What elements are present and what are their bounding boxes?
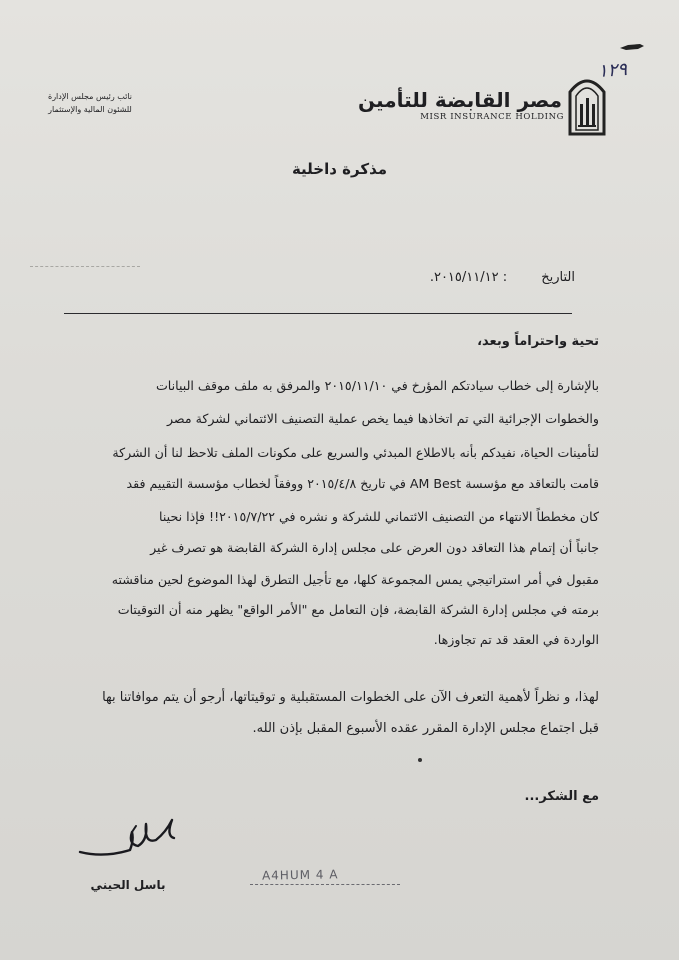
handwritten-number: ١٢٩ — [597, 59, 628, 82]
company-name-arabic: مصر القابضة للتأمين — [358, 88, 562, 112]
stamp-line — [250, 884, 400, 885]
body-line: لتأمينات الحياة، نفيدكم بأنه بالاطلاع المبدئي والسريع على مكونات الملف تلاحظ لنا أن الشركة — [112, 445, 599, 460]
signature-icon — [74, 810, 184, 870]
thanks-line: مع الشكر... — [524, 789, 599, 804]
company-logo — [358, 66, 608, 146]
faint-divider — [30, 266, 140, 267]
header-rule — [64, 313, 572, 314]
body-line: كان مخططاً الانتهاء من التصنيف الائتماني للشركة و نشره في ٢٠١٥/٧/٢٢!! فإذا نحينا — [159, 509, 599, 524]
closing-line: لهذا، و نظراً لأهمية التعرف الآن على الخطوات المستقبلية و توقيتاتها، أرجو أن يتم موافاتنا بها — [102, 690, 599, 705]
handwritten-mark-icon — [618, 40, 646, 54]
body-line: مقبول في أمر استراتيجي يمس المجموعة كلها، مع تأجيل التطرق لهذا الموضوع لحين مناقشته — [111, 572, 599, 587]
dot-mark — [418, 758, 422, 762]
company-name-english: MISR INSURANCE HOLDING — [420, 112, 564, 122]
signer-name: باسل الحيني — [90, 878, 166, 892]
memo-title: مذكرة داخلية — [291, 160, 388, 178]
sender-title — [20, 90, 160, 116]
body-line: برمته في مجلس إدارة الشركة القابضة، فإن التعامل مع "الأمر الواقع" يظهر منه أن التوقيتات — [117, 602, 599, 617]
body-line: بالإشارة إلى خطاب سيادتكم المؤرخ في ٢٠١٥/١١/١٠ والمرفق به ملف موقف البيانات — [155, 378, 599, 393]
closing-line: قبل اجتماع مجلس الإدارة المقرر عقده الأسبوع المقبل بإذن الله. — [252, 721, 599, 736]
body-line: الواردة في العقد قد تم تجاوزها. — [433, 632, 599, 647]
date-label: التاريخ — [541, 270, 575, 285]
sender-title-line1: نائب رئيس مجلس الإدارة — [48, 92, 132, 101]
date-row — [430, 270, 575, 285]
body-line: جانباً أن إتمام هذا التعاقد دون العرض على مجلس إدارة الشركة القابضة هو تصرف غير — [150, 540, 599, 555]
body-line: قامت بالتعاقد مع مؤسسة AM Best في تاريخ ٢٠١٥/٤/٨ ووفقاً لخطاب مؤسسة التقييم فقد — [126, 476, 599, 491]
body-line: والخطوات الإجرائية التي تم اتخاذها فيما يخص عملية التصنيف الائتماني لشركة مصر — [166, 411, 599, 426]
stamp-text: A4HUM 4 A — [261, 867, 339, 883]
company-emblem-icon — [566, 74, 608, 136]
greeting: تحية واحتراماً وبعد، — [477, 334, 599, 349]
date-value: : ٢٠١٥/١١/١٢. — [429, 270, 508, 285]
sender-title-line2: للشئون المالية والإستثمار — [48, 105, 132, 114]
